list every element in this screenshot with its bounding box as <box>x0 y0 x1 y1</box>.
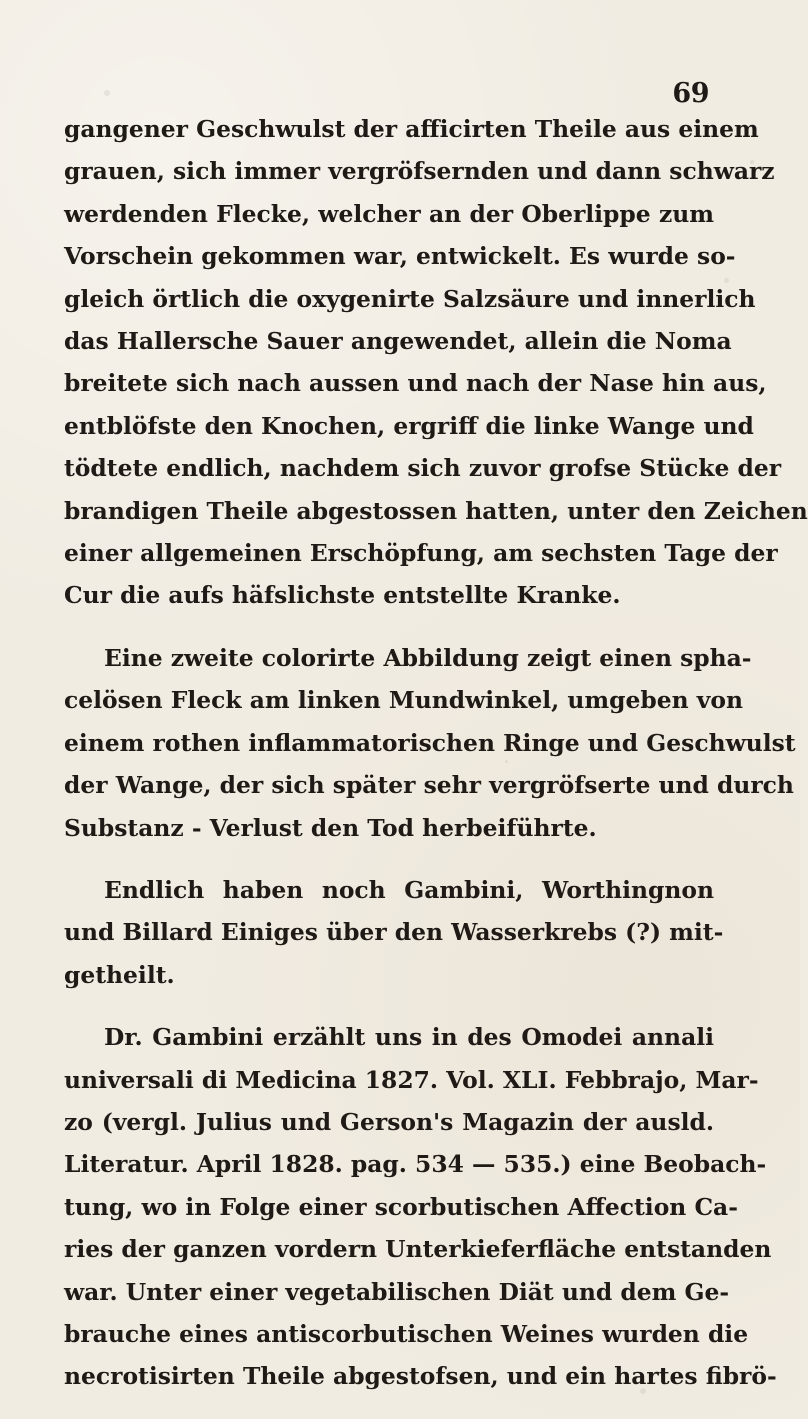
text-line: Vorschein gekommen war, entwickelt. Es wurde so- <box>64 242 736 271</box>
page-number: 69 <box>672 78 709 109</box>
text-line: einer allgemeinen Erschöpfung, am sechsten Tage der <box>64 539 778 568</box>
text-line: tung, wo in Folge einer scorbutischen Affection Ca- <box>64 1192 738 1221</box>
text-line: brandigen Theile abgestossen hatten, unter den Zeichen <box>64 496 808 525</box>
body-text <box>64 108 808 1398</box>
text-line: war. Unter einer vegetabilischen Diät und dem Ge- <box>64 1277 730 1306</box>
paper-speckle <box>104 90 110 96</box>
text-line: das Hallersche Sauer angewendet, allein die Noma <box>64 327 732 356</box>
text-line: der Wange, der sich später sehr vergröfserte und durch <box>64 771 794 800</box>
text-line: ries der ganzen vordern Unterkieferfläche entstanden <box>64 1235 772 1264</box>
text-line: gleich örtlich die oxygenirte Salzsäure und innerlich <box>64 284 756 313</box>
text-line: einem rothen inflammatorischen Ringe und Geschwulst <box>64 728 796 757</box>
text-line: zo (vergl. Julius und Gerson's Magazin der ausld. <box>64 1107 714 1136</box>
text-line: celösen Fleck am linken Mundwinkel, umgeben von <box>64 686 743 715</box>
text-line: Eine zweite colorirte Abbildung zeigt einen spha- <box>104 643 752 672</box>
text-line: breitete sich nach aussen und nach der Nase hin aus, <box>64 369 767 398</box>
text-line: Literatur. April 1828. pag. 534 — 535.) eine Beobach- <box>64 1150 767 1179</box>
text-line: und Billard Einiges über den Wasserkrebs (?) mit- <box>64 918 724 947</box>
text-line: gangener Geschwulst der afficirten Theile aus einem <box>64 115 759 143</box>
text-line: necrotisirten Theile abgestofsen, und ein hartes fibrö- <box>64 1362 777 1391</box>
text-line: Substanz - Verlust den Tod herbeiführte. <box>64 813 597 842</box>
paragraph-4 <box>64 1016 777 1398</box>
text-line: tödtete endlich, nachdem sich zuvor grofse Stücke der <box>64 454 782 483</box>
paragraph-2 <box>64 637 796 849</box>
text-line: universali di Medicina 1827. Vol. XLI. Febbrajo, Mar- <box>64 1065 759 1094</box>
paragraph-1 <box>64 108 808 617</box>
text-line: entblöfste den Knochen, ergriff die linke Wange und <box>64 411 754 440</box>
paragraph-gap <box>64 996 714 1016</box>
paragraph-3 <box>64 869 724 996</box>
paragraph-gap <box>64 849 714 869</box>
text-line: werdenden Flecke, welcher an der Oberlippe zum <box>64 199 714 228</box>
paragraph-gap <box>64 617 714 637</box>
text-line: Endlich haben noch Gambini, Worthingnon <box>104 875 714 904</box>
text-line: brauche eines antiscorbutischen Weines wurden die <box>64 1319 749 1348</box>
text-line: Cur die aufs häfslichste entstellte Kranke. <box>64 581 621 610</box>
text-line: Dr. Gambini erzählt uns in des Omodei annali <box>104 1023 714 1052</box>
paper-speckle <box>724 278 729 283</box>
text-line: grauen, sich immer vergröfsernden und dann schwarz <box>64 157 775 186</box>
text-line: getheilt. <box>64 960 175 989</box>
